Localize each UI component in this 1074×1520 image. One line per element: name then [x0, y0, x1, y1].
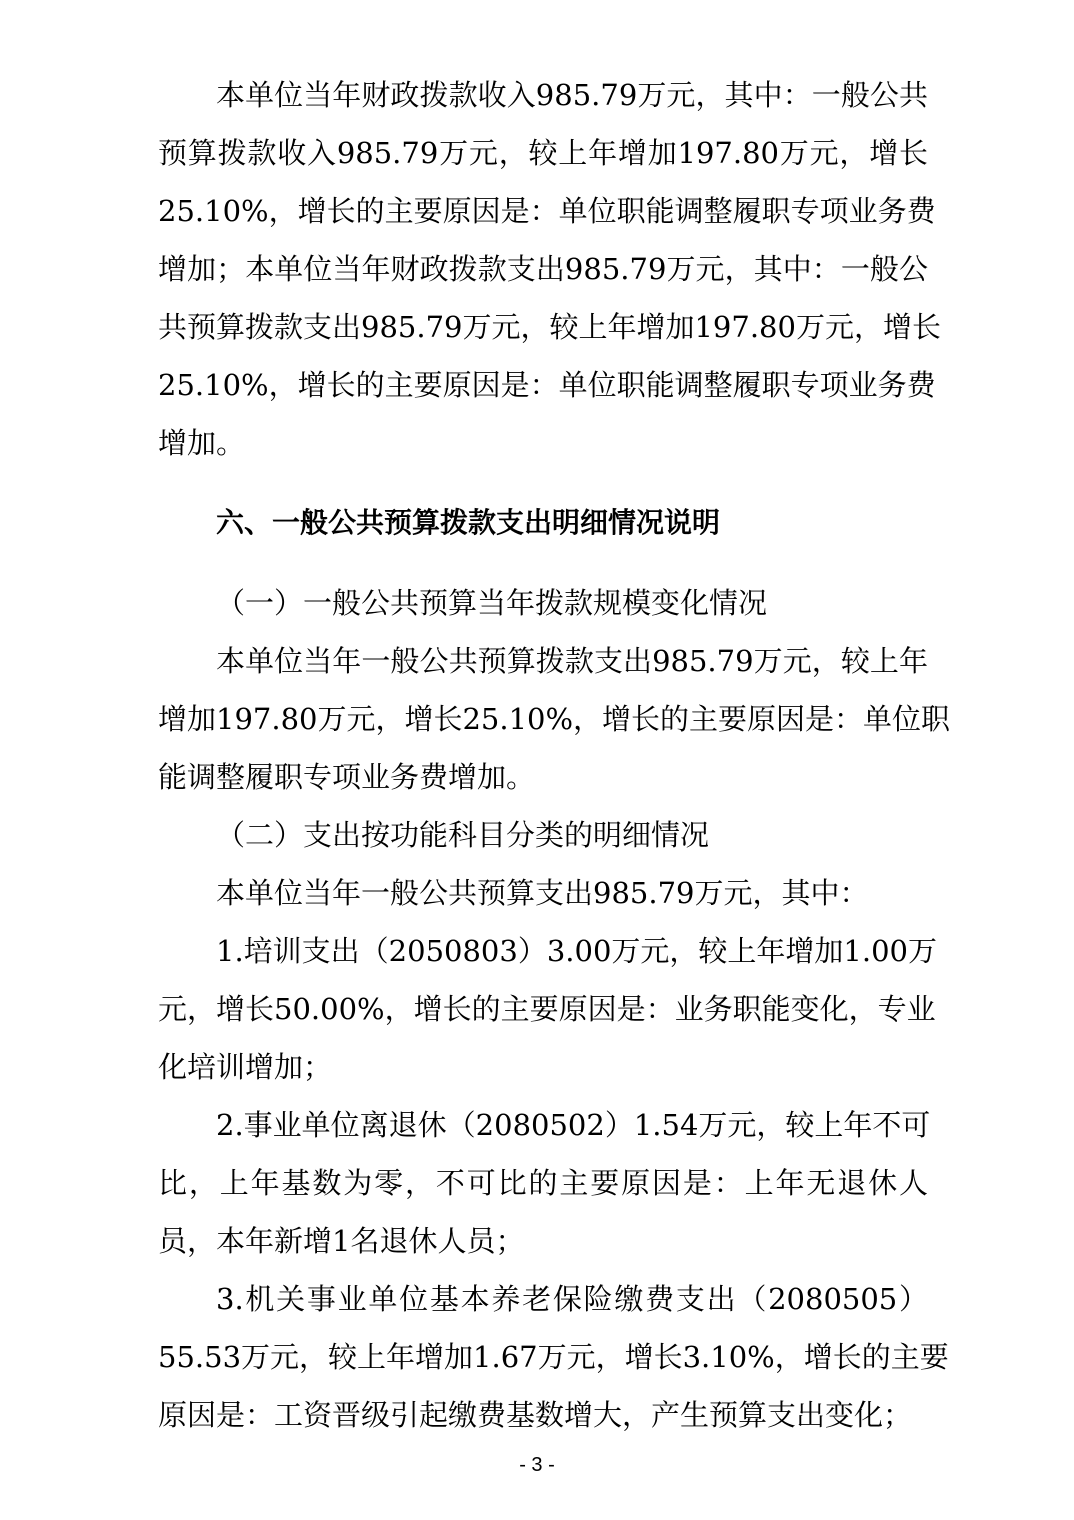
- text-line: 2.事业单位离退休（2080502）1.54万元，较上年不可: [216, 1108, 931, 1142]
- document-body: [158, 66, 951, 1444]
- text-line: 比，上年基数为零，不可比的主要原因是：上年无退休人: [158, 1166, 928, 1200]
- list-item-pension-insurance: [158, 1270, 949, 1444]
- text-line: 原因是：工资晋级引起缴费基数增大，产生预算支出变化；: [158, 1398, 913, 1432]
- text-line: 化培训增加；: [158, 1050, 333, 1084]
- paragraph-fiscal-income: [158, 66, 941, 472]
- text-line: 55.53万元，较上年增加1.67万元，增长3.10%，增长的主要: [158, 1340, 949, 1374]
- text-line: 增加。: [158, 426, 246, 460]
- paragraph-scale-change: [158, 632, 951, 806]
- text-line: 能调整履职专项业务费增加。: [158, 760, 536, 794]
- text-line: 元，增长50.00%，增长的主要原因是：业务职能变化，专业: [158, 992, 936, 1026]
- page-number: - 3 -: [519, 1454, 555, 1476]
- text-line: 本单位当年一般公共预算支出985.79万元，其中：: [216, 876, 869, 910]
- subsection-title-functional: （二）支出按功能科目分类的明细情况: [216, 818, 710, 852]
- text-line: 增加；本单位当年财政拨款支出985.79万元，其中：一般公: [158, 252, 928, 286]
- text-line: 25.10%，增长的主要原因是：单位职能调整履职专项业务费: [158, 368, 936, 402]
- list-item-training: [158, 922, 937, 1096]
- text-line: 本单位当年财政拨款收入985.79万元，其中：一般公共: [216, 78, 928, 112]
- text-line: 共预算拨款支出985.79万元，较上年增加197.80万元，增长: [158, 310, 941, 344]
- paragraph-total-expenditure: [158, 864, 928, 922]
- section-heading: 六、一般公共预算拨款支出明细情况说明: [216, 506, 721, 539]
- text-line: 预算拨款收入985.79万元，较上年增加197.80万元，增长: [158, 136, 928, 170]
- subsection-title-scale: （一）一般公共预算当年拨款规模变化情况: [216, 586, 768, 620]
- list-item-retirement: [158, 1096, 931, 1270]
- text-line: 3.机关事业单位基本养老保险缴费支出（2080505）: [216, 1282, 928, 1316]
- text-line: 1.培训支出（2050803）3.00万元，较上年增加1.00万: [216, 934, 937, 968]
- text-line: 增加197.80万元，增长25.10%，增长的主要原因是：单位职: [158, 702, 951, 736]
- text-line: 25.10%，增长的主要原因是：单位职能调整履职专项业务费: [158, 194, 936, 228]
- text-line: 本单位当年一般公共预算拨款支出985.79万元，较上年: [216, 644, 928, 678]
- text-line: 员，本年新增1名退休人员；: [158, 1224, 525, 1258]
